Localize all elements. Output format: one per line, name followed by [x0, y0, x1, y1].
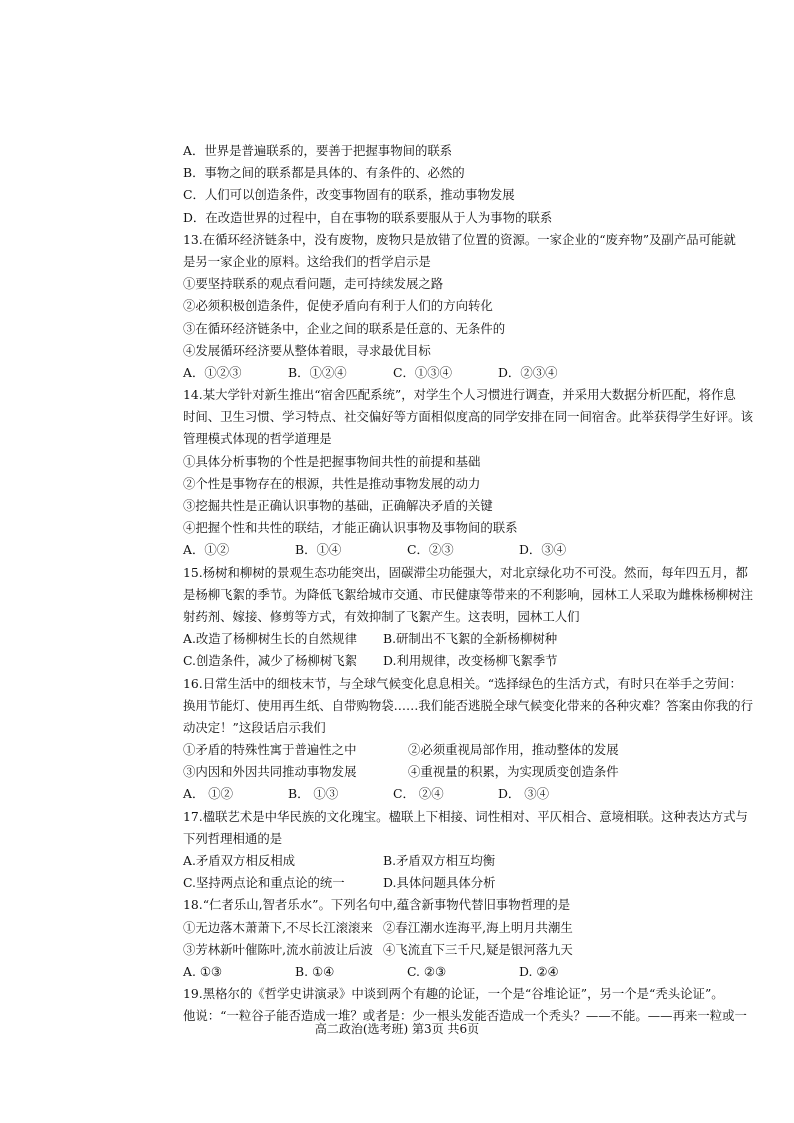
q15-stem-2: 是杨柳飞絮的季节。为降低飞絮给城市交通、市民健康等带来的不利影响，园林工人采取为雌株杨柳树注	[183, 586, 753, 602]
q16-item-1: ①矛盾的特殊性寓于普遍性之中	[183, 742, 357, 758]
q15-options-row-2	[183, 650, 768, 672]
q18-option-b: B. ①④	[295, 963, 335, 979]
q16-option-c: C． ②④	[393, 786, 444, 802]
q18-option-d: D. ②④	[519, 963, 559, 979]
q13-stem-1: 13.在循环经济链条中，没有废物，废物只是放错了位置的资源。一家企业的“废弃物”及副产品可能就	[183, 231, 736, 247]
q15-stem-3: 射药剂、嫁接、修剪等方式，有效抑制了飞絮产生。这表明，园林工人们	[183, 608, 580, 624]
q13-item-4: ④发展循环经济要从整体着眼，寻求最优目标	[183, 342, 431, 358]
q14-option-b: B．①④	[295, 542, 342, 558]
q14-item-3: ③挖掘共性是正确认识事物的基础，正确解决矛盾的关键	[183, 498, 493, 513]
q18-item-2: ②春江潮水连海平,海上明月共潮生	[383, 919, 573, 935]
q18-stem-1: 18.“仁者乐山,智者乐水”。下列名句中,蕴含新事物代替旧事物哲理的是	[183, 897, 571, 913]
q18-items-row-1	[183, 917, 768, 939]
q17-options-row-1	[183, 850, 768, 872]
q14-item-1: ①具体分析事物的个性是把握事物间共性的前提和基础	[183, 453, 481, 469]
q14-item-4: ④把握个性和共性的联结，才能正确认识事物及事物间的联系	[183, 520, 518, 536]
q17-options-row-2	[183, 872, 768, 894]
q13-item-2: ②必须积极创造条件，促使矛盾向有利于人们的方向转化	[183, 298, 493, 314]
q17-stem-2: 下列哲理相通的是	[183, 830, 283, 846]
q13-option-d: D．②③④	[498, 364, 558, 380]
q15-option-d: D.利用规律，改变杨柳飞絮季节	[383, 653, 558, 669]
q13-option-b: B．①②④	[288, 364, 347, 380]
page-content	[183, 140, 768, 1028]
q16-item-3: ③内因和外因共同推动事物发展	[183, 764, 357, 780]
q16-stem-2: 换用节能灯、使用再生纸、自带购物袋……我们能否逃脱全球气候变化带来的各种灾难？答案由你我的行	[183, 697, 753, 713]
q13-option-c: C．①③④	[393, 364, 453, 380]
q15-stem-1: 15.杨树和柳树的景观生态功能突出，固碳滞尘功能强大，对北京绿化功不可没。然而，每年四五月，都	[183, 564, 748, 580]
q17-option-c: C.坚持两点论和重点论的统一	[183, 875, 345, 891]
q16-stem-3: 动决定！”这段话启示我们	[183, 719, 326, 735]
q12-option-d: D．在改造世界的过程中，自在事物的联系要服从于人为事物的联系	[183, 209, 553, 225]
q18-items-row-2	[183, 939, 768, 961]
q16-item-4: ④重视量的积累，为实现质变创造条件	[408, 764, 619, 780]
q14-option-d: D．③④	[519, 542, 567, 558]
q16-items-row-1	[183, 739, 768, 761]
q18-option-a: A. ①③	[183, 963, 223, 979]
q15-option-c: C.创造条件，减少了杨柳树飞絮	[183, 653, 358, 669]
q13-stem-2: 是另一家企业的原料。这给我们的哲学启示是	[183, 253, 431, 269]
q16-option-b: B． ①③	[288, 786, 339, 802]
q15-options-row-1	[183, 628, 768, 650]
q13-options	[183, 362, 768, 384]
q18-item-1: ①无边落木萧萧下,不尽长江滚滚来	[183, 919, 373, 935]
q17-option-d: D.具体问题具体分析	[383, 875, 496, 891]
q14-option-c: C．②③	[407, 542, 454, 558]
q14-stem-3: 管理模式体现的哲学道理是	[183, 431, 332, 447]
q14-stem-2: 时间、卫生习惯、学习特点、社交偏好等方面相似度高的同学安排在同一间宿舍。此举获得学生好评。该	[183, 409, 753, 425]
q14-option-a: A．①②	[183, 542, 230, 558]
q16-option-a: A． ①②	[183, 786, 234, 802]
q16-item-2: ②必须重视局部作用，推动整体的发展	[408, 742, 619, 758]
q13-item-3: ③在循环经济链条中，企业之间的联系是任意的、无条件的	[183, 320, 506, 336]
q14-options	[183, 539, 768, 561]
q15-option-b: B.研制出不飞絮的全新杨柳树种	[383, 631, 558, 647]
q13-item-1: ①要坚持联系的观点看问题，走可持续发展之路	[183, 276, 444, 292]
q13-option-a: A．①②③	[183, 364, 242, 380]
q14-stem-1: 14.某大学针对新生推出“宿舍匹配系统”，对学生个人习惯进行调查，并采用大数据分析匹配，将作息	[183, 387, 736, 403]
q17-option-b: B.矛盾双方相互均衡	[383, 853, 496, 868]
q16-items-row-2	[183, 761, 768, 783]
q19-stem-1: 19.黑格尔的《哲学史讲演录》中谈到两个有趣的论证，一个是“谷堆论证”，另一个是“秃头论证”。	[183, 986, 724, 1002]
q18-option-c: C. ②③	[407, 963, 447, 979]
q12-option-c: C．人们可以创造条件，改变事物固有的联系，推动事物发展	[183, 187, 515, 203]
q16-stem-1: 16.日常生活中的细枝末节，与全球气候变化息息相关。“选择绿色的生活方式，有时只在举手之劳间：	[183, 675, 742, 691]
q18-item-4: ④飞流直下三千尺,疑是银河落九天	[383, 941, 573, 957]
page-footer: 高二政治(选考班) 第3页 共6页	[314, 1022, 480, 1036]
q12-option-b: B．事物之间的联系都是具体的、有条件的、必然的	[183, 165, 465, 181]
q14-item-2: ②个性是事物存在的根源，共性是推动事物发展的动力	[183, 475, 481, 491]
q15-option-a: A.改造了杨柳树生长的自然规律	[183, 631, 357, 647]
q16-option-d: D． ③④	[498, 786, 550, 802]
q18-options	[183, 961, 768, 983]
q12-option-a: A．世界是普遍联系的，要善于把握事物间的联系	[183, 143, 453, 158]
q16-options	[183, 783, 768, 805]
q19-stem-2: 他说：“一粒谷子能否造成一堆？或者是：少一根头发能否造成一个秃头？——不能。——再来一粒或一	[183, 1008, 747, 1024]
q17-option-a: A.矛盾双方相反相成	[183, 853, 296, 868]
q18-item-3: ③芳林新叶催陈叶,流水前波让后波	[183, 941, 373, 957]
q17-stem-1: 17.楹联艺术是中华民族的文化瑰宝。楹联上下相接、词性相对、平仄相合、意境相联。这种表达方式与	[183, 808, 748, 824]
